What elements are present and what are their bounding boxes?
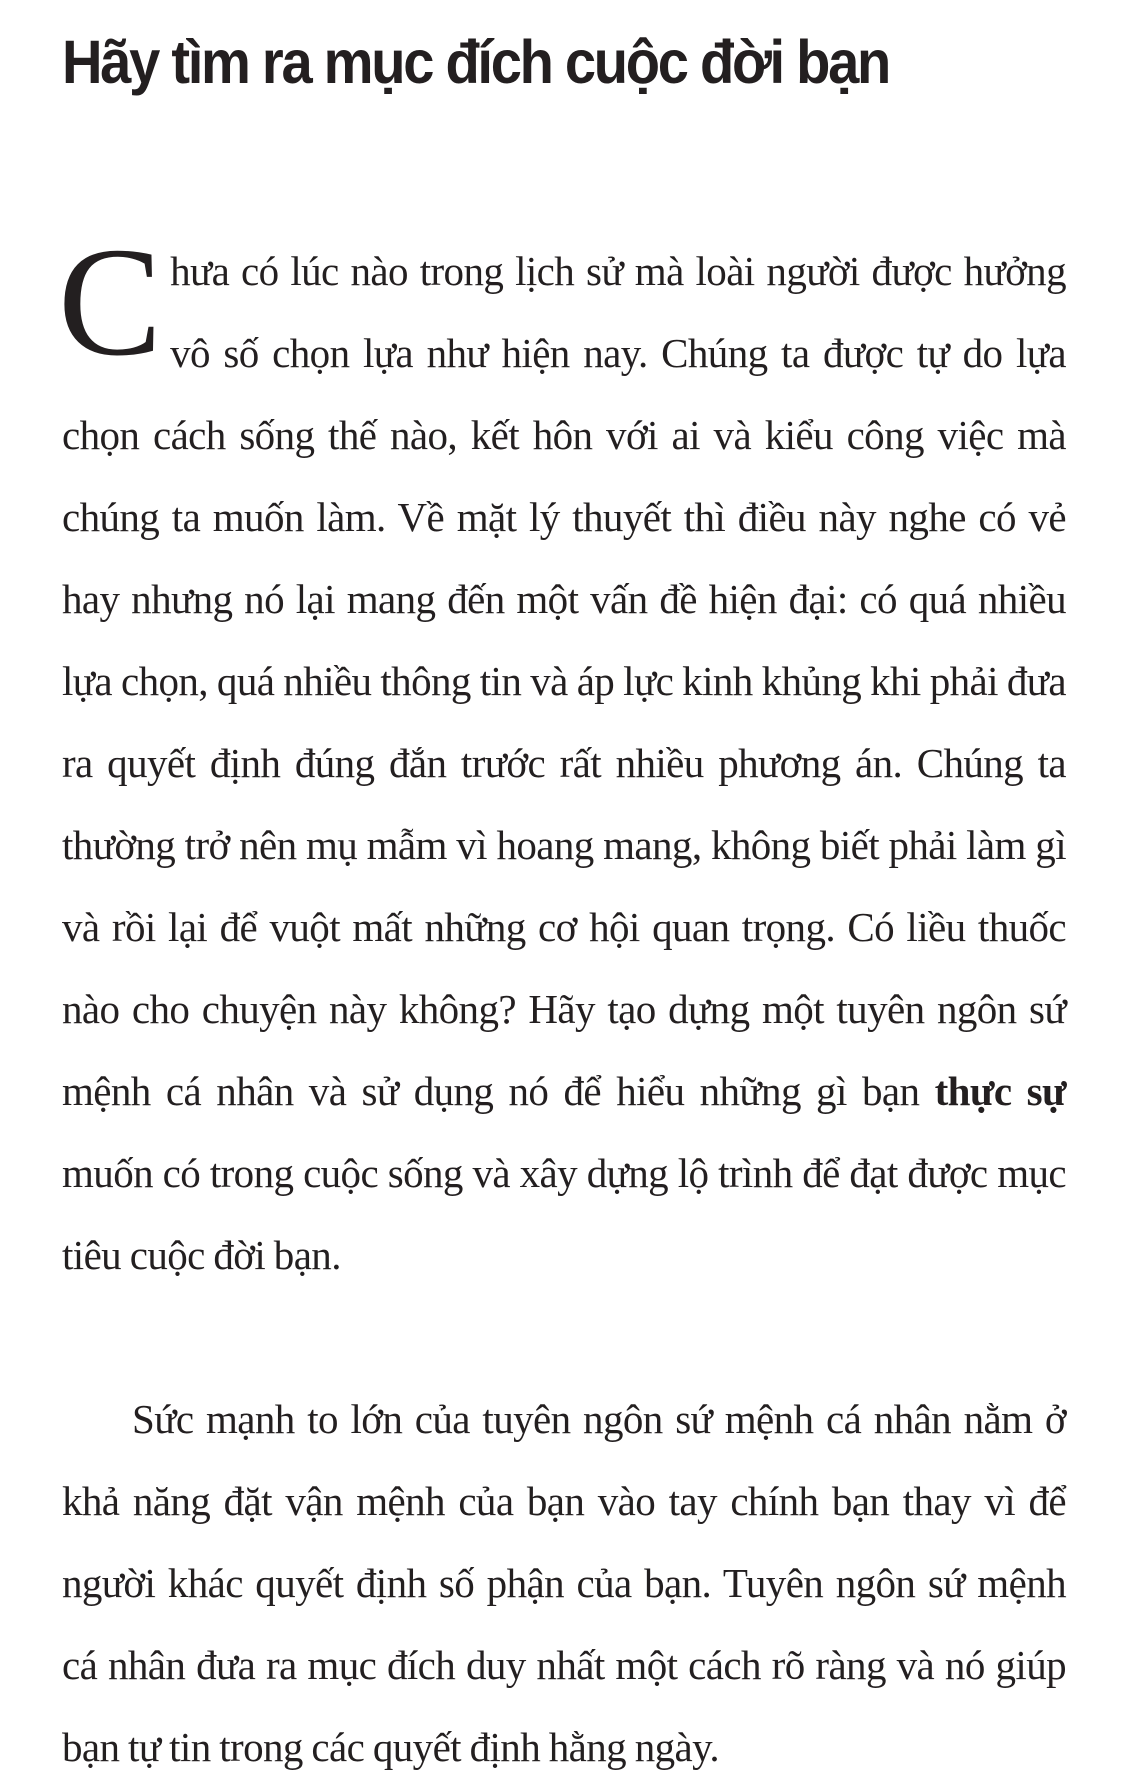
paragraph-1 bbox=[58, 215, 1066, 1296]
paragraph-1-text-end: muốn có trong cuộc sống và xây dựng lộ trình để đạt được mục tiêu cuộc đời bạn. bbox=[62, 1150, 1066, 1278]
paragraph-2: Sức mạnh to lớn của tuyên ngôn sứ mệnh cá nhân nằm ở khả năng đặt vận mệnh của bạn vào tay chính bạn thay vì để người khác quyết định số phận của bạn. Tuyên ngôn sứ mệnh cá nhân đưa ra mục đích duy nhất một cách rõ ràng và nó giúp bạn tự tin trong các quyết định hằng ngày. bbox=[62, 1396, 1066, 1770]
article-body bbox=[58, 215, 1066, 1788]
drop-cap-letter: C bbox=[58, 215, 163, 388]
page-title: Hãy tìm ra mục đích cuộc đời bạn bbox=[62, 28, 890, 96]
emphasized-text: thực sự bbox=[934, 1068, 1066, 1114]
paragraph-1-text-start: hưa có lúc nào trong lịch sử mà loài người được hưởng vô số chọn lựa như hiện nay. Chúng ta được tự do lựa chọn cách sống thế nào, kết hôn với ai và kiểu công việc mà chúng ta muốn làm. Về mặt lý thuyết thì điều này nghe có vẻ hay nhưng nó lại mang đến một vấn đề hiện đại: có quá nhiều lựa chọn, quá nhiều thông tin và áp lực kinh khủng khi phải đưa ra quyết định đúng đắn trước rất nhiều phương án. Chúng ta thường trở nên mụ mẫm vì hoang mang, không biết phải làm gì và rồi lại để vuột mất những cơ hội quan trọng. Có liều thuốc nào cho chuyện này không? Hãy tạo dựng một tuyên ngôn sứ mệnh cá nhân và sử dụng nó để hiểu những gì bạn bbox=[62, 248, 1066, 1114]
